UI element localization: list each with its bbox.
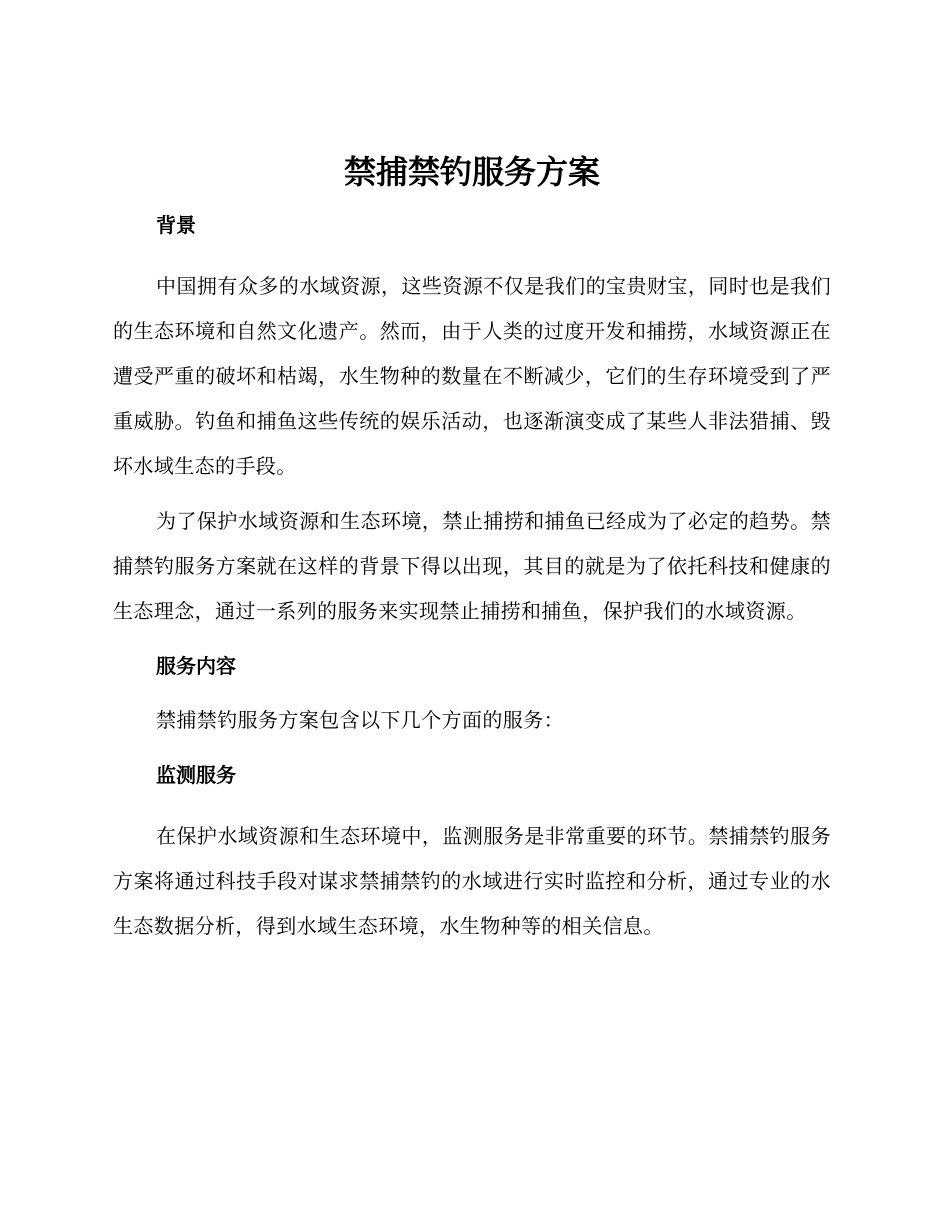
background-paragraph-1: 中国拥有众多的水域资源，这些资源不仅是我们的宝贵财宝，同时也是我们的生态环境和自然文化遗产。然而，由于人类的过度开发和捕捞，水域资源正在遭受严重的破坏和枯竭，水生物种的数量在不断减少，它们的生存环境受到了严重威胁。钓鱼和捕鱼这些传统的娱乐活动，也逐渐演变成了某些人非法猎捕、毁坏水域生态的手段。 — [113, 274, 831, 478]
background-paragraph-2: 为了保护水域资源和生态环境，禁止捕捞和捕鱼已经成为了必定的趋势。禁捕禁钓服务方案就在这样的背景下得以出现，其目的就是为了依托科技和健康的生态理念，通过一系列的服务来实现禁止捕捞和捕鱼，保护我们的水域资源。 — [113, 509, 831, 623]
section-heading-service-content: 服务内容 — [156, 654, 236, 678]
document-title: 禁捕禁钓服务方案 — [343, 153, 600, 191]
document-content — [113, 150, 831, 949]
section-heading-background: 背景 — [156, 213, 196, 237]
monitoring-service-paragraph: 在保护水域资源和生态环境中，监测服务是非常重要的环节。禁捕禁钓服务方案将通过科技手段对谋求禁捕禁钓的水域进行实时监控和分析，通过专业的水生态数据分析，得到水域生态环境，水生物种等的相关信息。 — [113, 824, 831, 938]
service-content-paragraph: 禁捕禁钓服务方案包含以下几个方面的服务： — [156, 708, 564, 732]
section-heading-monitoring-service: 监测服务 — [156, 763, 236, 787]
